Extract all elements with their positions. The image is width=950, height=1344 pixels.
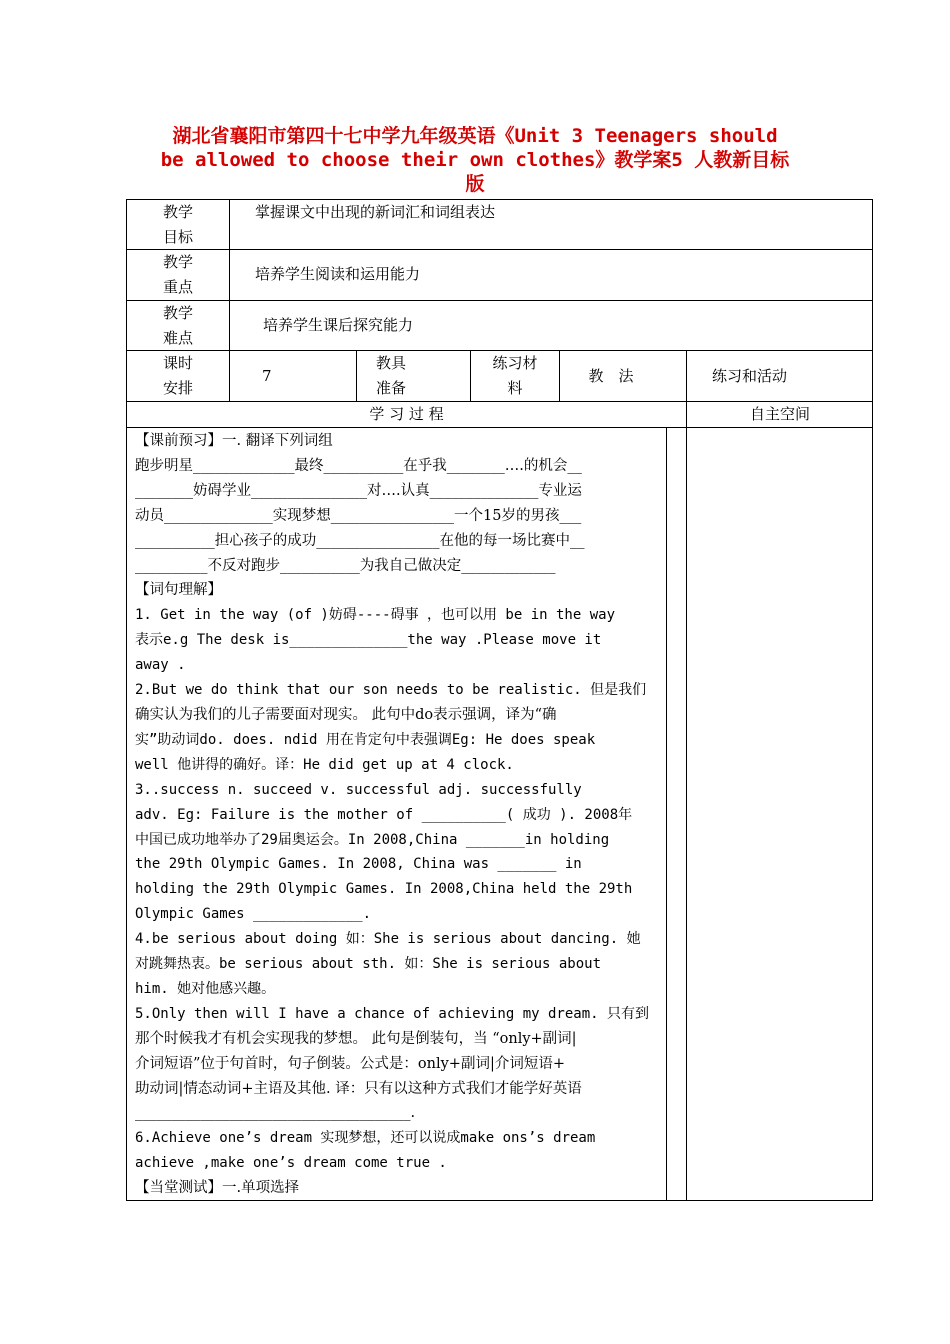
- content-line: 助动词|情态动词+主语及其他. 译：只有以这种方式我们才能学好英语: [135, 1080, 582, 1097]
- row-divider: [126, 300, 873, 301]
- content-line: holding the 29th Olympic Games. In 2008,China held the 29th: [135, 881, 633, 898]
- content-line: __________不反对跑步___________为我自己做决定_____________: [135, 557, 556, 574]
- content-line: 对跳舞热衷。be serious about sth. 如：She is serious about: [135, 956, 602, 973]
- column-divider: [356, 350, 357, 401]
- content-line: 3..success n. succeed v. successful adj. successfully: [135, 781, 582, 798]
- content-line: ______________________________________.: [135, 1105, 416, 1122]
- tools-label: 教具 准备: [376, 354, 407, 397]
- row-divider: [126, 427, 873, 428]
- column-divider: [686, 350, 687, 1201]
- content-line: 5.Only then will I have a chance of achieving my dream. 只有到: [135, 1005, 650, 1022]
- method-label: 教 法: [588, 367, 634, 385]
- content-line: away .: [135, 657, 186, 674]
- focus-label: 教学 重点: [162, 253, 193, 296]
- schedule-label: 课时 安排: [162, 354, 193, 397]
- content-line: 动员_______________实现梦想_________________一个15岁的男孩___: [135, 507, 582, 524]
- content-line: 实”助动词do. does. ndid 用在肯定句中表强调Eg: He does speak: [135, 731, 596, 748]
- section-heading: 【课前预习】一. 翻译下列词组: [135, 433, 333, 449]
- schedule-value: 7: [262, 367, 272, 385]
- section-heading: 【词句理解】: [135, 582, 222, 599]
- content-line: achieve ,make one’s dream come true .: [135, 1155, 447, 1172]
- content-line: 确实认为我们的儿子需要面对现实。 此句中do表示强调，译为“确: [135, 706, 557, 723]
- content-line: 跑步明星______________最终___________在乎我________….的机会__: [135, 457, 582, 474]
- content-line: the 29th Olympic Games. In 2008, China was _______ in: [135, 856, 582, 873]
- content-line: adv. Eg: Failure is the mother of __________( 成功 ). 2008年: [135, 806, 633, 823]
- goal-label: 教学 目标: [162, 203, 193, 246]
- goal-value: 掌握课文中出现的新词汇和词组表达: [255, 203, 496, 221]
- process-content: [135, 429, 660, 1201]
- content-line: 中国已成功地举办了29届奥运会。In 2008,China _______in holding: [135, 831, 610, 848]
- difficulty-value: 培养学生课后探究能力: [263, 316, 414, 334]
- content-line: well 他讲得的确好。译：He did get up at 4 clock.: [135, 756, 514, 773]
- difficulty-label: 教学 难点: [162, 304, 193, 347]
- focus-value: 培养学生阅读和运用能力: [255, 265, 421, 283]
- content-line: 那个时候我才有机会实现我的梦想。 此句是倒装句，当 “only+副词|: [135, 1030, 577, 1047]
- method-value: 练习和活动: [712, 367, 788, 385]
- content-line: 4.be serious about doing 如：She is serious about dancing. 她: [135, 931, 641, 948]
- row-divider: [126, 249, 873, 250]
- content-line: Olympic Games _____________.: [135, 906, 372, 923]
- content-line: 表示e.g The desk is______________the way .Please move it: [135, 632, 602, 649]
- content-line: 2.But we do think that our son needs to be realistic. 但是我们: [135, 682, 647, 699]
- column-divider: [229, 199, 230, 401]
- content-line: ___________担心孩子的成功_________________在他的每一场比赛中__: [135, 532, 585, 549]
- title-line-1: 湖北省襄阳市第四十七中学九年级英语《Unit 3 Teenagers should: [172, 125, 778, 147]
- section-heading: 【当堂测试】一.单项选择: [135, 1180, 300, 1197]
- content-line: 1. Get in the way (of )妨碍----碍事 ，也可以用 be in the way: [135, 607, 616, 624]
- column-divider: [666, 427, 667, 1200]
- title-line-3: 版: [465, 173, 485, 195]
- document-title: [120, 124, 830, 196]
- title-line-2: be allowed to choose their own clothes》教学案5 人教新目标: [160, 149, 790, 171]
- content-line: ________妨碍学业________________对….认真_______________专业运: [135, 482, 582, 499]
- space-header: 自主空间: [749, 405, 810, 423]
- content-line: 6.Achieve one’s dream 实现梦想，还可以说成make ons’s dream: [135, 1130, 596, 1147]
- process-header: 学 习 过 程: [369, 405, 444, 423]
- content-line: 介词短语”位于句首时，句子倒装。公式是：only+副词|介词短语+: [135, 1055, 565, 1072]
- tools-value: 练习材 料: [492, 354, 538, 397]
- content-line: him. 她对他感兴趣。: [135, 980, 276, 997]
